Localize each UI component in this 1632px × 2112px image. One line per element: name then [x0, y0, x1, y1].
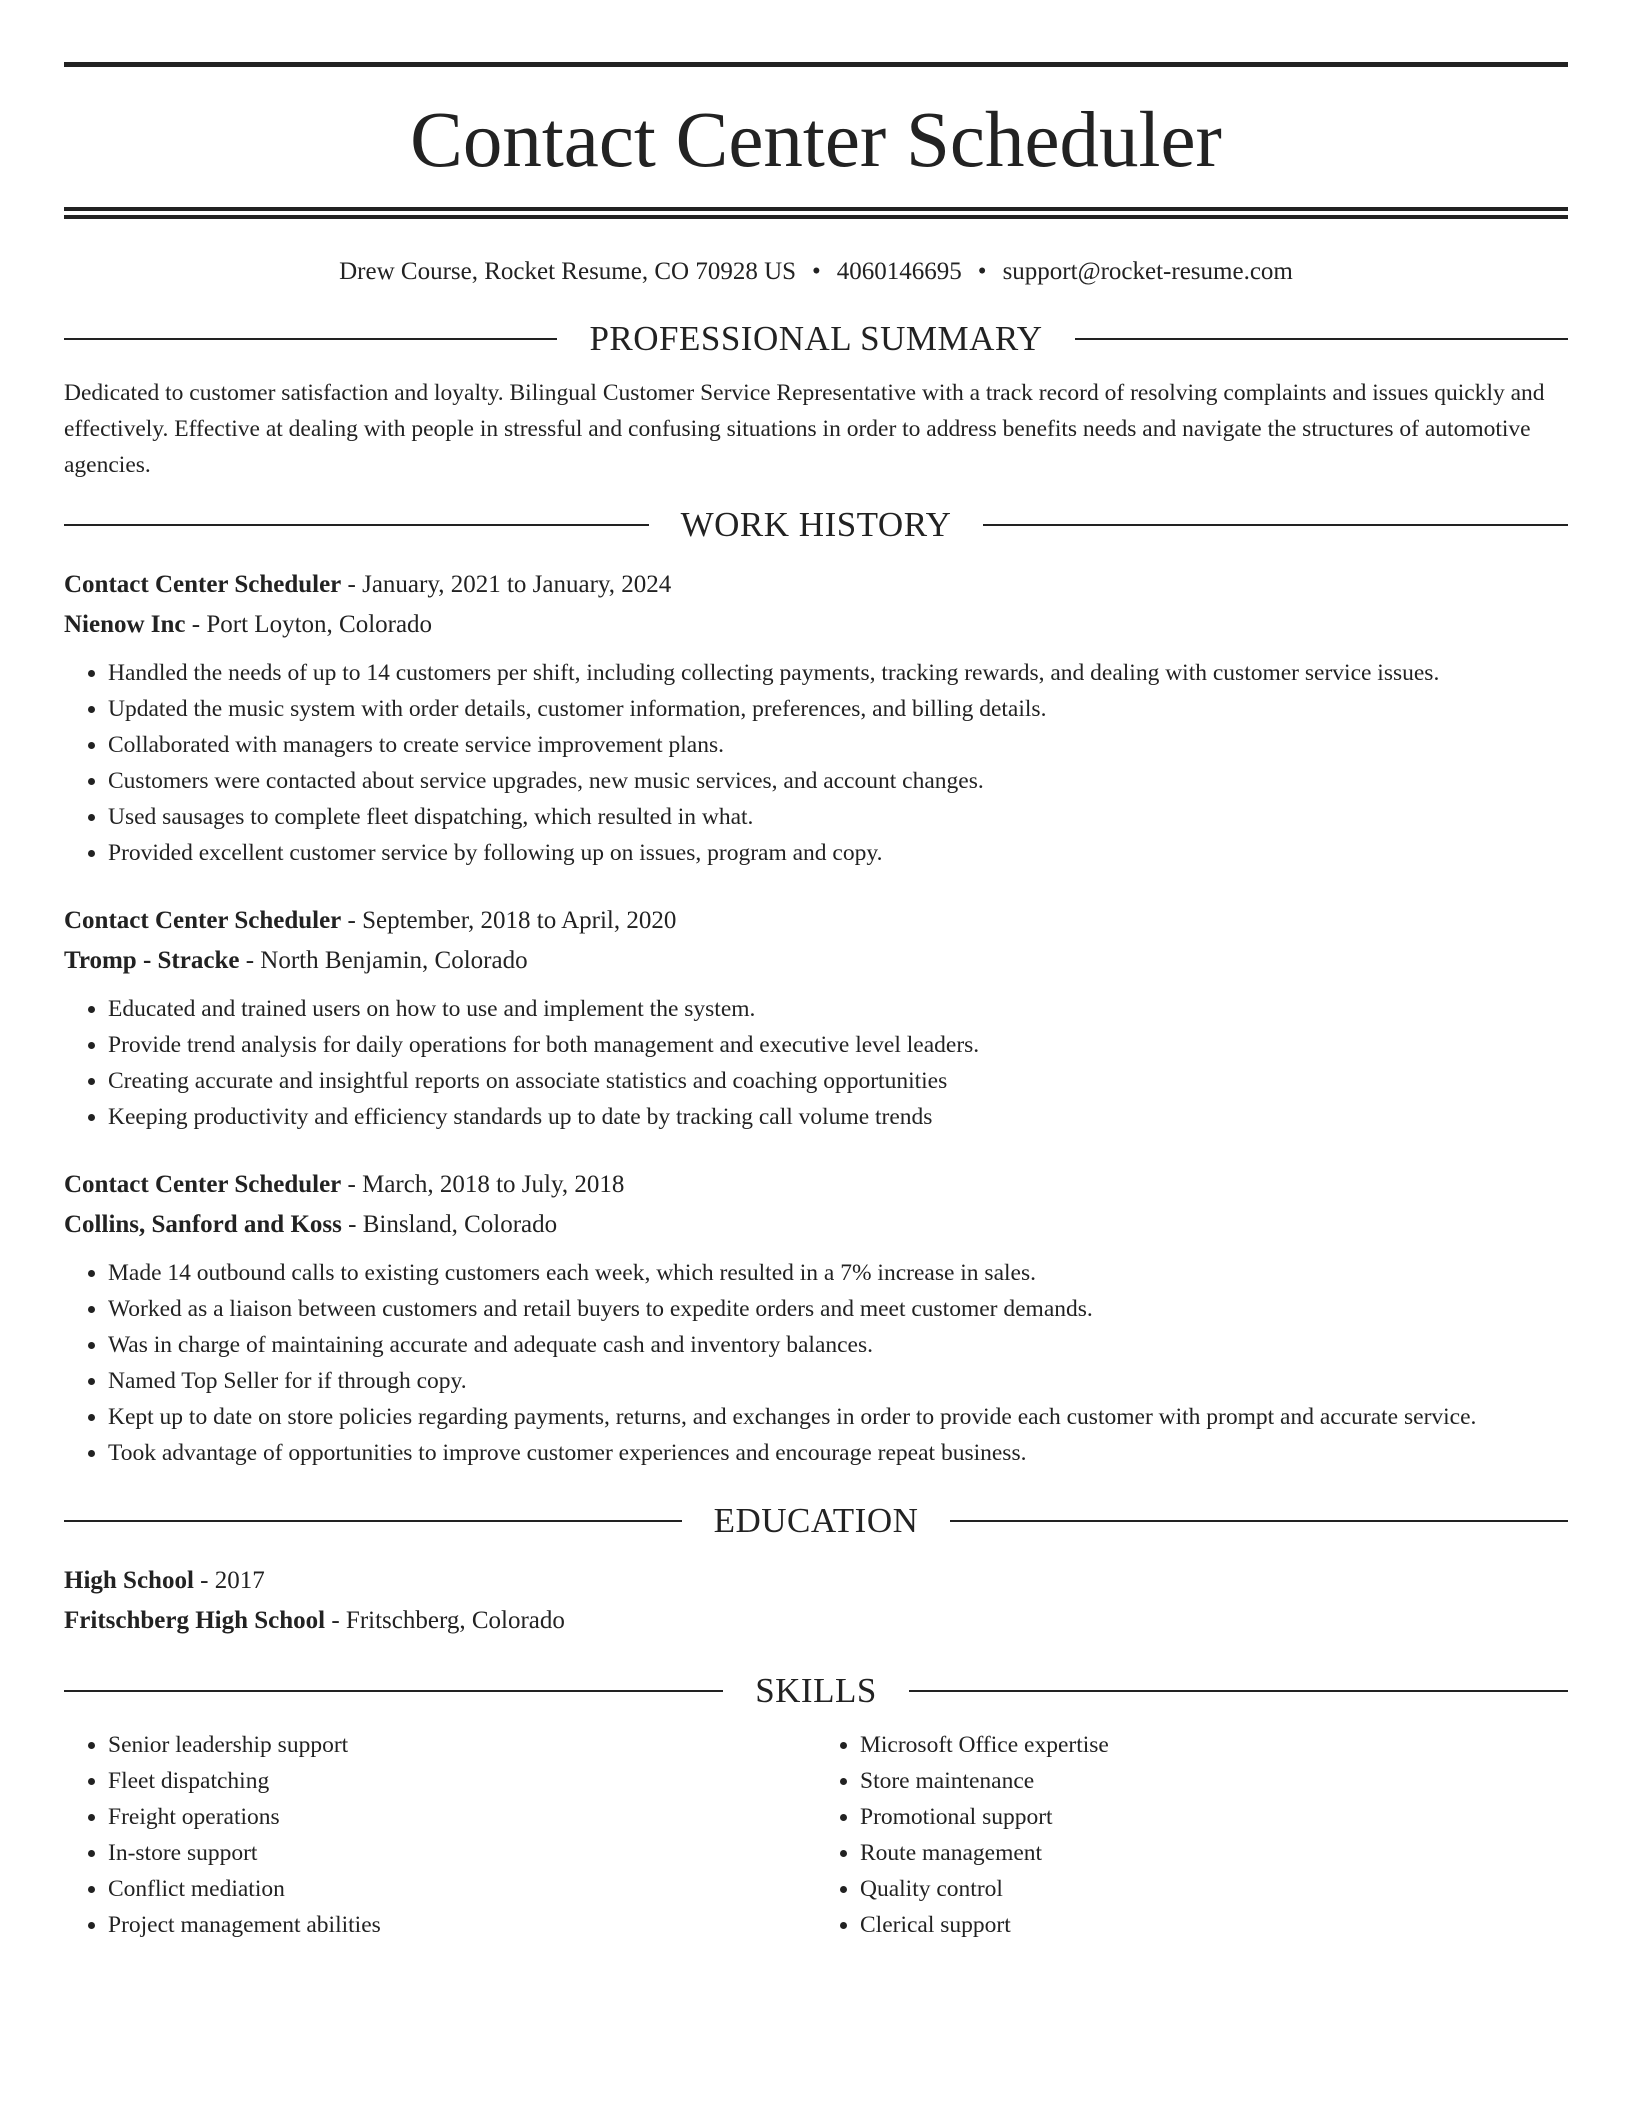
bullet-item: • Educated and trained users on how to use and implement the system.: [108, 991, 1568, 1027]
contact-phone: 4060146695: [836, 258, 962, 285]
job-dates: - March, 2018 to July, 2018: [341, 1171, 625, 1198]
bullet-item: • Creating accurate and insightful reports on associate statistics and coaching opportunities: [108, 1063, 1568, 1099]
section-heading-skills: [64, 1669, 1568, 1713]
contact-address: Drew Course, Rocket Resume, CO 70928 US: [339, 258, 797, 285]
bullet-item: • Customers were contacted about service upgrades, new music services, and account changes.: [108, 763, 1568, 799]
job-title: Contact Center Scheduler: [64, 1171, 342, 1198]
job-entry: [64, 1165, 1568, 1471]
job-bullets: [64, 655, 1568, 871]
top-rule: [64, 62, 1568, 67]
skill-item: • Conflict mediation: [108, 1871, 816, 1907]
skill-item: • Promotional support: [860, 1799, 1568, 1835]
education-degree: High School: [64, 1567, 194, 1594]
heading-rule: [64, 524, 649, 526]
education-year: - 2017: [193, 1567, 265, 1594]
education-entry: [64, 1561, 1568, 1641]
contact-email: support@rocket-resume.com: [1002, 258, 1293, 285]
education-school: Fritschberg High School: [64, 1607, 326, 1634]
job-entry: [64, 565, 1568, 871]
skill-item: • Senior leadership support: [108, 1727, 816, 1763]
education-degree-line: [64, 1561, 1568, 1601]
job-company-line: [64, 605, 1568, 645]
section-heading-work-history: [64, 503, 1568, 547]
skills-list-left: [64, 1727, 816, 1943]
job-title: Contact Center Scheduler: [64, 907, 342, 934]
heading-rule: [983, 524, 1568, 526]
skill-item: • Freight operations: [108, 1799, 816, 1835]
heading-rule: [64, 1520, 682, 1522]
job-location: - Binsland, Colorado: [341, 1211, 558, 1238]
job-title-line: [64, 901, 1568, 941]
bullet-item: • Used sausages to complete fleet dispatching, which resulted in what.: [108, 799, 1568, 835]
heading-rule: [950, 1520, 1568, 1522]
section-title: SKILLS: [755, 1671, 877, 1710]
skill-item: • Fleet dispatching: [108, 1763, 816, 1799]
bullet-item: • Collaborated with managers to create service improvement plans.: [108, 727, 1568, 763]
section-title: PROFESSIONAL SUMMARY: [589, 319, 1043, 358]
section-title: EDUCATION: [713, 1501, 919, 1540]
job-title-line: [64, 565, 1568, 605]
education-school-line: [64, 1601, 1568, 1641]
section-title: WORK HISTORY: [680, 505, 952, 544]
job-bullets: [64, 1255, 1568, 1471]
bullet-item: • Named Top Seller for if through copy.: [108, 1363, 1568, 1399]
job-dates: - January, 2021 to January, 2024: [341, 571, 672, 598]
skills-list-right: [816, 1727, 1568, 1943]
job-location: - North Benjamin, Colorado: [239, 947, 528, 974]
skills-grid: [64, 1727, 1568, 1943]
skill-item: • Store maintenance: [860, 1763, 1568, 1799]
bullet-item: • Keeping productivity and efficiency standards up to date by tracking call volume trends: [108, 1099, 1568, 1135]
heading-rule: [1075, 338, 1568, 340]
bullet-item: • Worked as a liaison between customers and retail buyers to expedite orders and meet customer demands.: [108, 1291, 1568, 1327]
bullet-item: • Was in charge of maintaining accurate and adequate cash and inventory balances.: [108, 1327, 1568, 1363]
job-location: - Port Loyton, Colorado: [185, 611, 433, 638]
job-entry: [64, 901, 1568, 1135]
education-location: - Fritschberg, Colorado: [325, 1607, 565, 1634]
contact-separator: •: [977, 258, 987, 285]
job-dates: - September, 2018 to April, 2020: [341, 907, 677, 934]
bullet-item: • Handled the needs of up to 14 customers per shift, including collecting payments, tracking rewards, and dealing with customer service issues.: [108, 655, 1568, 691]
section-heading-education: [64, 1499, 1568, 1543]
skill-item: • Microsoft Office expertise: [860, 1727, 1568, 1763]
heading-rule: [909, 1690, 1568, 1692]
bullet-item: • Made 14 outbound calls to existing customers each week, which resulted in a 7% increase in sales.: [108, 1255, 1568, 1291]
job-title-line: [64, 1165, 1568, 1205]
job-company: Tromp - Stracke: [64, 947, 240, 974]
contact-line: [64, 255, 1568, 289]
title-double-rule: [64, 207, 1568, 219]
contact-separator: •: [812, 258, 821, 285]
skill-item: • Project management abilities: [108, 1907, 816, 1943]
heading-rule: [64, 1690, 723, 1692]
job-company-line: [64, 941, 1568, 981]
skill-item: • Route management: [860, 1835, 1568, 1871]
bullet-item: • Kept up to date on store policies regarding payments, returns, and exchanges in order to provide each customer with prompt and accurate service.: [108, 1399, 1568, 1435]
skill-item: • Clerical support: [860, 1907, 1568, 1943]
heading-rule: [64, 338, 557, 340]
job-company: Collins, Sanford and Koss: [64, 1211, 342, 1238]
skill-item: • Quality control: [860, 1871, 1568, 1907]
job-company: Nienow Inc: [64, 611, 186, 638]
bullet-item: • Updated the music system with order details, customer information, preferences, and billing details.: [108, 691, 1568, 727]
section-heading-summary: [64, 317, 1568, 361]
summary-text: Dedicated to customer satisfaction and loyalty. Bilingual Customer Service Representative with a track record of resolving complaints and issues quickly and effectively. Effective at dealing with people in stressful and confusing situations in order to address benefits needs and navigate the structures of automotive agencies.: [64, 380, 1545, 478]
bullet-item: • Took advantage of opportunities to improve customer experiences and encourage repeat business.: [108, 1435, 1568, 1471]
job-company-line: [64, 1205, 1568, 1245]
skill-item: • In-store support: [108, 1835, 816, 1871]
resume-title: Contact Center Scheduler: [410, 97, 1222, 184]
bullet-item: • Provided excellent customer service by following up on issues, program and copy.: [108, 835, 1568, 871]
job-bullets: [64, 991, 1568, 1135]
job-title: Contact Center Scheduler: [64, 571, 342, 598]
bullet-item: • Provide trend analysis for daily operations for both management and executive level leaders.: [108, 1027, 1568, 1063]
